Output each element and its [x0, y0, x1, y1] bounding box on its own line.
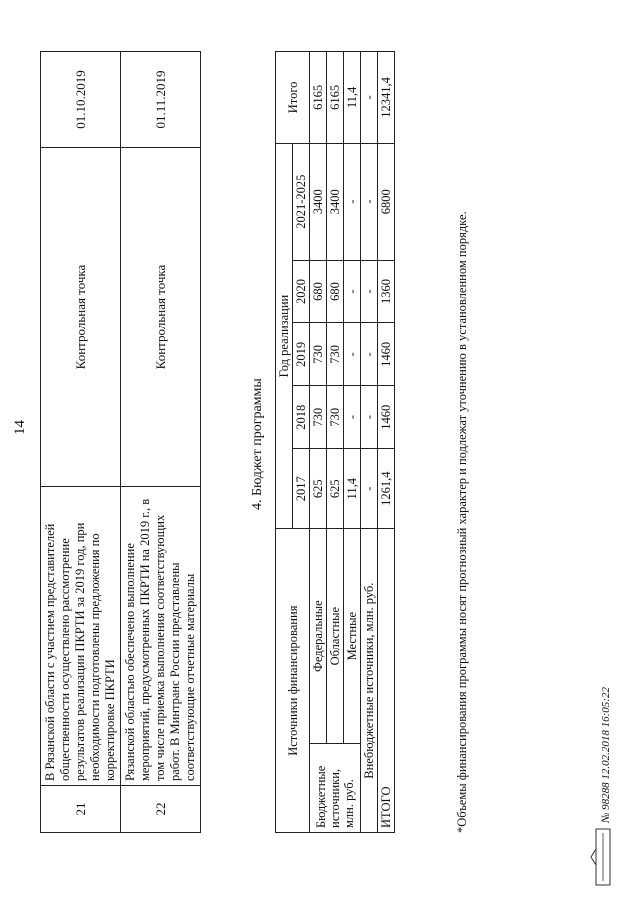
value-cell: - — [361, 323, 378, 386]
value-cell: - — [361, 386, 378, 449]
value-cell: 730 — [310, 323, 327, 386]
value-cell: 3400 — [310, 143, 327, 260]
value-cell: 730 — [327, 386, 344, 449]
value-cell: 625 — [310, 449, 327, 529]
table-row — [378, 52, 395, 833]
value-cell: 680 — [327, 260, 344, 323]
year-cell: 2019 — [293, 323, 310, 386]
value-cell: 730 — [310, 386, 327, 449]
task-date: 01.10.2019 — [41, 52, 121, 148]
value-cell: 730 — [327, 323, 344, 386]
value-cell: 11,4 — [344, 449, 361, 529]
row-label: Местные — [344, 529, 361, 744]
row-label: ИТОГО — [378, 529, 395, 833]
table-header-row — [276, 52, 293, 833]
task-date: 01.11.2019 — [121, 52, 201, 148]
year-cell: 2018 — [293, 386, 310, 449]
table-row — [41, 52, 121, 833]
table-row — [121, 52, 201, 833]
table-row — [344, 52, 361, 833]
year-cell: 2017 — [293, 449, 310, 529]
value-cell: - — [344, 143, 361, 260]
row-label: Областные — [327, 529, 344, 744]
value-cell: 625 — [327, 449, 344, 529]
task-number: 22 — [121, 786, 201, 833]
table-row — [327, 52, 344, 833]
total-cell: 6165 — [310, 52, 327, 144]
value-cell: - — [344, 386, 361, 449]
value-cell: - — [361, 449, 378, 529]
footnote: *Объемы финансирования программы носят прогнозный характер и подлежат уточнению в установленном порядке. — [455, 211, 469, 833]
page-number: 14 — [12, 420, 28, 435]
stamp-text: № 98288 12.02.2018 16:05:22 — [600, 687, 612, 823]
value-cell: 1460 — [378, 386, 395, 449]
value-cell: - — [344, 260, 361, 323]
task-type: Контрольная точка — [121, 148, 201, 487]
year-header: Год реализации — [276, 143, 293, 529]
total-cell: 6165 — [327, 52, 344, 144]
stamp-logo-icon — [590, 827, 612, 887]
value-cell: - — [361, 143, 378, 260]
value-cell: - — [361, 260, 378, 323]
source-header: Источники финансирования — [276, 529, 310, 833]
total-cell: 12341,4 — [378, 52, 395, 144]
task-type: Контрольная точка — [41, 148, 121, 487]
row-label: Федеральные — [310, 529, 327, 744]
task-text: В Рязанской области с участием представителей общественности осуществлено рассмотрение результатов реализации ПКРТИ за 2019 год, при необходимости подготовлены предложения по корректировке ПКРТИ — [41, 487, 121, 786]
total-header: Итого — [276, 52, 310, 144]
task-number: 21 — [41, 786, 121, 833]
row-label: Внебюджетные источники, млн. руб. — [361, 529, 378, 833]
task-text: Рязанской областью обеспечено выполнение мероприятий, предусмотренных ПКРТИ на 2019 г., в том числе приемка выполнения соответствующих работ. В Минтранс России представлены соответствующие отчетные материалы — [121, 487, 201, 786]
table-row — [361, 52, 378, 833]
table-row — [310, 52, 327, 833]
value-cell: 680 — [310, 260, 327, 323]
total-cell: - — [361, 52, 378, 144]
tasks-table — [40, 51, 201, 833]
total-cell: 11,4 — [344, 52, 361, 144]
value-cell: 1360 — [378, 260, 395, 323]
value-cell: - — [344, 323, 361, 386]
value-cell: 1261,4 — [378, 449, 395, 529]
value-cell: 3400 — [327, 143, 344, 260]
year-cell: 2021-2025 — [293, 143, 310, 260]
value-cell: 1460 — [378, 323, 395, 386]
budget-group-label: Бюджетные источники, млн. руб. — [310, 744, 361, 833]
year-cell: 2020 — [293, 260, 310, 323]
section-title: 4. Бюджет программы — [250, 378, 265, 510]
value-cell: 6800 — [378, 143, 395, 260]
budget-table — [275, 51, 395, 833]
